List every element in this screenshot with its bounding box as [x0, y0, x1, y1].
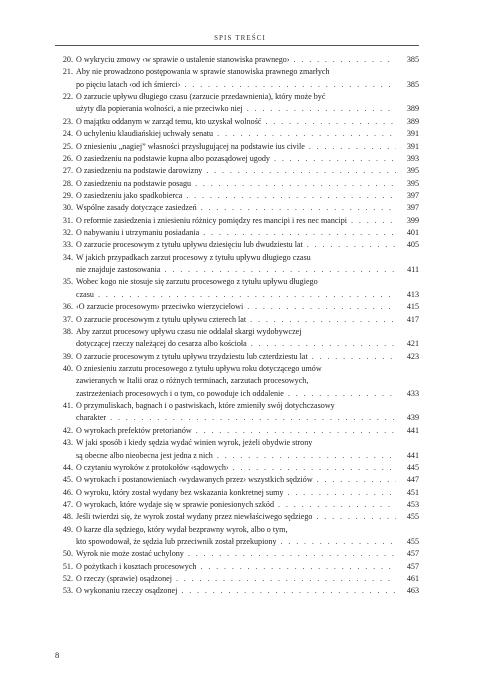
toc-entry-title: dotyczącej rzeczy należącej do cesarza albo kościoła [76, 339, 247, 349]
dot-leader [287, 487, 396, 499]
dot-leader [309, 141, 396, 153]
header-rule [55, 45, 419, 46]
toc-entry [55, 165, 419, 177]
toc-entry-page: 397 [406, 203, 419, 213]
dot-leader [312, 351, 396, 363]
toc-entry [55, 326, 419, 351]
toc-entry-page: 423 [406, 351, 419, 361]
toc-entry-title: użyty dla popierania wolności, a nie przeciwko niej [76, 104, 243, 114]
dot-leader [351, 215, 396, 227]
toc-entry-title: O zarzucie procesowym z tytułu upływu trzydziestu lub czterdziestu lat [76, 351, 308, 361]
toc-entry-page: 447 [406, 475, 419, 485]
toc-entry-number: 42. [62, 425, 73, 435]
toc-entry-title: O wyroku, który został wydany bez wskazania konkretnej sumy [76, 487, 284, 497]
toc-entry-title: O wyrokach prefektów pretorianów [76, 425, 192, 435]
toc-entry-number: 25. [62, 141, 73, 151]
toc-entry-number: 46. [62, 487, 73, 497]
dot-leader [251, 338, 396, 350]
running-head: SPIS TREŚCI [214, 34, 266, 42]
toc-entry-title: O pożytkach i kosztach procesowych [76, 561, 197, 571]
dot-leader [185, 79, 396, 91]
toc-entry [55, 561, 419, 573]
toc-entry-title: O uchyleniu klaudiańskiej uchwały senatu [76, 129, 214, 139]
toc-entry-title: W jakich przypadkach zarzut procesowy z tytułu upływu długiego czasu [76, 252, 311, 262]
dot-leader [217, 450, 396, 462]
toc-entry [55, 400, 419, 425]
toc-entry-title: charakter [76, 413, 107, 423]
toc-entry-title: Jeśli twierdzi się, że wyrok został wydany przez niewłaściwego sędziego [76, 512, 313, 522]
toc-entry-number: 30. [62, 203, 73, 213]
toc-entry-title: Aby nie prowadzono postępowania w sprawie stanowiska prawnego zmarłych [76, 67, 330, 77]
toc-entry-title: O zasiedzeniu jako spadkobierca [76, 190, 183, 200]
toc-entry-page: 399 [406, 215, 419, 225]
toc-entry-title: O zarzucie upływu długiego czasu (zarzucie przedawnienia), który może być [76, 92, 326, 102]
dot-leader [247, 301, 396, 313]
toc-entry [55, 91, 419, 116]
dot-leader [317, 474, 396, 486]
toc-entry-title: O przymuliskach, bagnach i o pastwiskach, które zmieniły swój dotychczasowy [76, 401, 335, 411]
dot-leader [247, 103, 396, 115]
dot-leader [195, 178, 396, 190]
dot-leader [176, 573, 396, 585]
toc-entry [55, 227, 419, 239]
toc-entry-title: W jaki sposób i kiedy sędzia wydać winien wyrok, jeżeli obydwie strony [76, 438, 313, 448]
toc-entry-number: 29. [62, 190, 73, 200]
toc-entry-number: 23. [62, 116, 73, 126]
toc-entry [55, 202, 419, 214]
toc-entry [55, 462, 419, 474]
toc-entry-page: 395 [406, 178, 419, 188]
toc-entry [55, 474, 419, 486]
toc-entry-page: 433 [406, 388, 419, 398]
toc-entry [55, 487, 419, 499]
toc-entry-number: 28. [62, 178, 73, 188]
toc-entry-title: O zarzucie procesowym z tytułu upływu dziesięciu lub dwudziestu lat [76, 240, 303, 250]
dot-leader [206, 165, 396, 177]
toc-entry-title: O karze dla sędziego, który wydał bezprawny wyrok, albo o tym, [76, 524, 288, 534]
toc-entry-page: 405 [406, 240, 419, 250]
toc-entry [55, 215, 419, 227]
dot-leader [203, 227, 396, 239]
dot-leader [200, 561, 396, 573]
toc-entry [55, 351, 419, 363]
toc-entry-title: Aby zarzut procesowy upływu czasu nie oddalał skargi wydobywczej [76, 326, 302, 336]
dot-leader [233, 462, 396, 474]
toc-entry-number: 41. [62, 401, 73, 411]
toc-entry-number: 31. [62, 215, 73, 225]
toc-entry-page: 385 [406, 55, 419, 64]
toc-entry-title: po pięciu latach ‹od ich śmierci› [76, 79, 181, 89]
toc-entry-number: 32. [62, 228, 73, 238]
toc-entry [55, 499, 419, 511]
toc-entry-title: O wykryciu zmowy ‹w sprawie o ustalenie stanowiska prawnego› [76, 55, 290, 64]
toc-entry [55, 437, 419, 462]
toc-entry [55, 524, 419, 549]
toc-entry-title: O zasiedzeniu na podstawie kupna albo pozasądowej ugody [76, 153, 270, 163]
toc-entry-page: 389 [406, 104, 419, 114]
toc-entry-page: 385 [406, 79, 419, 89]
toc-entry-title: O nabywaniu i utrzymaniu posiadania [76, 228, 200, 238]
toc-entry-page: 415 [406, 302, 419, 312]
toc-entry-page: 441 [406, 450, 419, 460]
toc-entry-page: 417 [406, 314, 419, 324]
dot-leader [265, 116, 396, 128]
toc-entry-number: 47. [62, 499, 73, 509]
toc-entry [55, 128, 419, 140]
toc-entry-number: 40. [62, 363, 73, 373]
toc-entry [55, 425, 419, 437]
toc-entry-page: 451 [406, 487, 419, 497]
toc-entry-number: 27. [62, 166, 73, 176]
toc-entry-number: 37. [62, 314, 73, 324]
toc-entry-title: O wyrokach i postanowieniach ‹wydawanych przez› wszystkich sędziów [76, 475, 313, 485]
toc-entry-title: czasu [76, 289, 94, 299]
dot-leader [288, 388, 396, 400]
toc-entry-page: 391 [406, 141, 419, 151]
toc-entry-number: 48. [62, 512, 73, 522]
toc-entry-page: 391 [406, 129, 419, 139]
dot-leader [274, 153, 396, 165]
toc-entry-title: zawieranych w Italii oraz o różnych terminach, zarzutach procesowych, [76, 376, 309, 386]
toc-entry-page: 457 [406, 561, 419, 571]
toc-entry-title: O wyrokach, które wydaje się w sprawie poniesionych szkód [76, 499, 275, 509]
dot-leader [186, 190, 396, 202]
toc-entry-page: 389 [406, 116, 419, 126]
toc-entry-page: 411 [407, 265, 419, 275]
toc-entry-number: 35. [62, 277, 73, 287]
toc-entry-title: O zasiedzeniu na podstawie darowizny [76, 166, 203, 176]
toc-entry-page: 455 [406, 537, 419, 547]
toc-entry [55, 585, 419, 597]
toc-entry-title: O rzeczy (sprawie) osądzonej [76, 574, 172, 584]
toc-entry-title: ‹O zarzucie procesowym› przeciwko wierzycielowi [76, 302, 244, 312]
toc-entry [55, 153, 419, 165]
toc-entry-title: O zarzucie procesowym z tytułu upływu czterech lat [76, 314, 247, 324]
toc-entry-number: 39. [62, 351, 73, 361]
toc-entry-number: 33. [62, 240, 73, 250]
toc-entry-title: O majątku oddanym w zarząd temu, kto uzyskał wolność [76, 116, 262, 126]
toc-entry-number: 20. [62, 55, 73, 64]
toc-entry-title: O zniesieniu „nagiej” własności przysługującej na podstawie ius civile [76, 141, 305, 151]
toc-entry-page: 461 [406, 574, 419, 584]
toc-entry-number: 51. [62, 561, 73, 571]
toc-entry [55, 363, 419, 400]
toc-entry-title: kto spowodował, że sędzia lub przeciwnik został przekupiony [76, 537, 277, 547]
toc-entry-title: Wyrok nie może zostać uchylony [76, 549, 184, 559]
toc-entry-page: 455 [406, 512, 419, 522]
toc-entry-page: 441 [406, 425, 419, 435]
dot-leader [217, 128, 396, 140]
dot-leader [307, 239, 396, 251]
toc-entry-number: 21. [62, 67, 73, 77]
toc-entry-number: 50. [62, 549, 73, 559]
toc-entry-page: 397 [406, 190, 419, 200]
toc-entry [55, 252, 419, 277]
toc-entry [55, 66, 419, 91]
toc-entry-page: 393 [406, 153, 419, 163]
toc-entry [55, 190, 419, 202]
dot-leader [188, 548, 396, 560]
dot-leader [250, 314, 396, 326]
toc-entry-title: są obecne albo nieobecna jest jedna z nich [76, 450, 213, 460]
toc-entry [55, 511, 419, 523]
toc-entry-number: 53. [62, 586, 73, 596]
toc-entry-title: Wspólne zasady dotyczące zasiedzeń [76, 203, 197, 213]
toc-entry-title: O wykonaniu rzeczy osądzonej [76, 586, 178, 596]
toc-entry-number: 38. [62, 326, 73, 336]
toc-entry-number: 45. [62, 475, 73, 485]
toc-entry-number: 43. [62, 438, 73, 448]
toc-entry-page: 439 [406, 413, 419, 423]
page-number: 8 [55, 650, 60, 660]
toc-entry-page: 463 [406, 586, 419, 596]
toc-entry-number: 49. [62, 524, 73, 534]
toc-entry-number: 22. [62, 92, 73, 102]
toc-entry-page: 413 [406, 289, 419, 299]
toc-entry-title: O reformie zasiedzenia i zniesieniu różnicy pomiędzy res mancipi i res nec mancipi [76, 215, 348, 225]
dot-leader [294, 54, 396, 66]
toc-entry [55, 239, 419, 251]
toc-entry-title: O zniesieniu zarzutu procesowego z tytułu upływu roku dotyczącego umów [76, 363, 322, 373]
toc-entry-title: nie znajduje zastosowania [76, 265, 161, 275]
toc-entry-title: zastrzeżeniach procesowych i o tym, co powoduje ich oddalenie [76, 388, 284, 398]
toc-entry-page: 401 [406, 228, 419, 238]
toc-entry-page: 453 [406, 499, 419, 509]
toc-entry [55, 276, 419, 301]
dot-leader [181, 585, 396, 597]
toc-entry [55, 54, 419, 66]
toc-entry [55, 141, 419, 153]
dot-leader [110, 412, 396, 424]
toc-entry [55, 178, 419, 190]
toc-entry [55, 301, 419, 313]
toc-entry-page: 445 [406, 462, 419, 472]
table-of-contents [55, 54, 419, 598]
toc-entry [55, 314, 419, 326]
toc-entry [55, 573, 419, 585]
toc-entry-number: 34. [62, 252, 73, 262]
dot-leader [98, 289, 396, 301]
toc-entry-page: 421 [406, 339, 419, 349]
toc-entry-page: 395 [406, 166, 419, 176]
toc-entry-number: 24. [62, 129, 73, 139]
toc-entry-title: Wobec kogo nie stosuje się zarzutu procesowego z tytułu upływu długiego [76, 277, 318, 287]
dot-leader [281, 536, 397, 548]
dot-leader [201, 202, 396, 214]
toc-entry-title: O zasiedzeniu na podstawie posagu [76, 178, 192, 188]
dot-leader [278, 499, 396, 511]
dot-leader [165, 264, 396, 276]
toc-entry-title: O czytaniu wyroków z protokołów ‹sądowych› [76, 462, 229, 472]
toc-entry-page: 457 [406, 549, 419, 559]
toc-entry [55, 116, 419, 128]
toc-entry-number: 52. [62, 574, 73, 584]
dot-leader [316, 511, 396, 523]
toc-entry-number: 26. [62, 153, 73, 163]
toc-entry-number: 36. [62, 302, 73, 312]
toc-entry [55, 548, 419, 560]
toc-entry-number: 44. [62, 462, 73, 472]
dot-leader [196, 425, 396, 437]
